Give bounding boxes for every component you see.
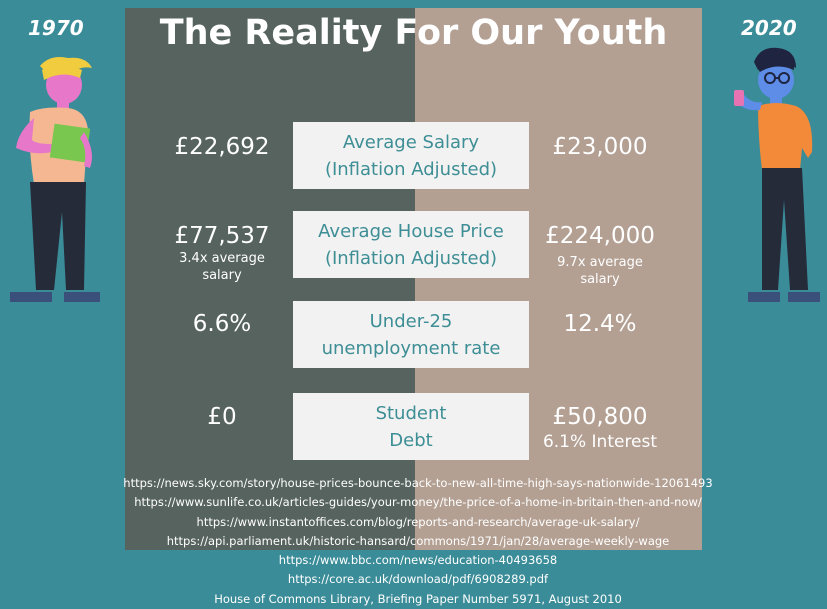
person-with-clipboard-icon [4,52,104,304]
page-title: The Reality For Our Youth [159,13,668,53]
source-line: https://www.bbc.com/news/education-40493658 [278,553,558,568]
value-note: 6.1% Interest [542,432,658,452]
value-main: £224,000 [545,223,655,249]
value-2020-unemployment [505,310,695,338]
value-main: £77,537 [174,223,270,249]
value-1970-average-salary [125,133,319,161]
source-line: https://www.sunlife.co.uk/articles-guides/your-money/the-price-of-a-home-in-britain-then-and-now/ [134,495,702,510]
value-2020-student-debt [505,403,695,453]
label-student-debt: Student Debt [293,393,529,460]
source-line: https://core.ac.uk/download/pdf/6908289.pdf [287,572,549,587]
source-line: https://api.parliament.uk/historic-hansard/commons/1971/jan/28/average-weekly-wage [166,533,670,548]
label-average-house-price: Average House Price (Inflation Adjusted) [293,211,529,278]
source-line: https://www.instantoffices.com/blog/reports-and-research/average-uk-salary/ [196,514,640,529]
sources-list [100,474,736,609]
person-with-phone-icon [724,40,824,304]
value-note: 9.7x average salary [557,255,643,287]
year-left-label: 1970 [28,16,84,40]
value-main: £0 [207,404,237,430]
value-main: £22,692 [174,134,270,160]
value-2020-average-salary [505,133,695,161]
value-1970-student-debt [125,403,319,431]
value-main: £23,000 [552,134,648,160]
value-note: 3.4x average salary [179,251,265,283]
source-line: https://news.sky.com/story/house-prices-bounce-back-to-new-all-time-high-says-nationwide-12061493 [123,476,713,490]
label-under-25-unemployment: Under-25 unemployment rate [293,301,529,368]
source-line: House of Commons Library, Briefing Paper Number 5971, August 2010 [214,591,622,606]
value-main: 6.6% [192,311,252,337]
value-main: 12.4% [563,311,637,337]
value-1970-unemployment [125,310,319,338]
year-right-label: 2020 [741,16,797,40]
value-main: £50,800 [552,404,648,430]
value-1970-house-price [125,222,319,284]
label-average-salary: Average Salary (Inflation Adjusted) [293,122,529,189]
value-2020-house-price [505,222,695,288]
